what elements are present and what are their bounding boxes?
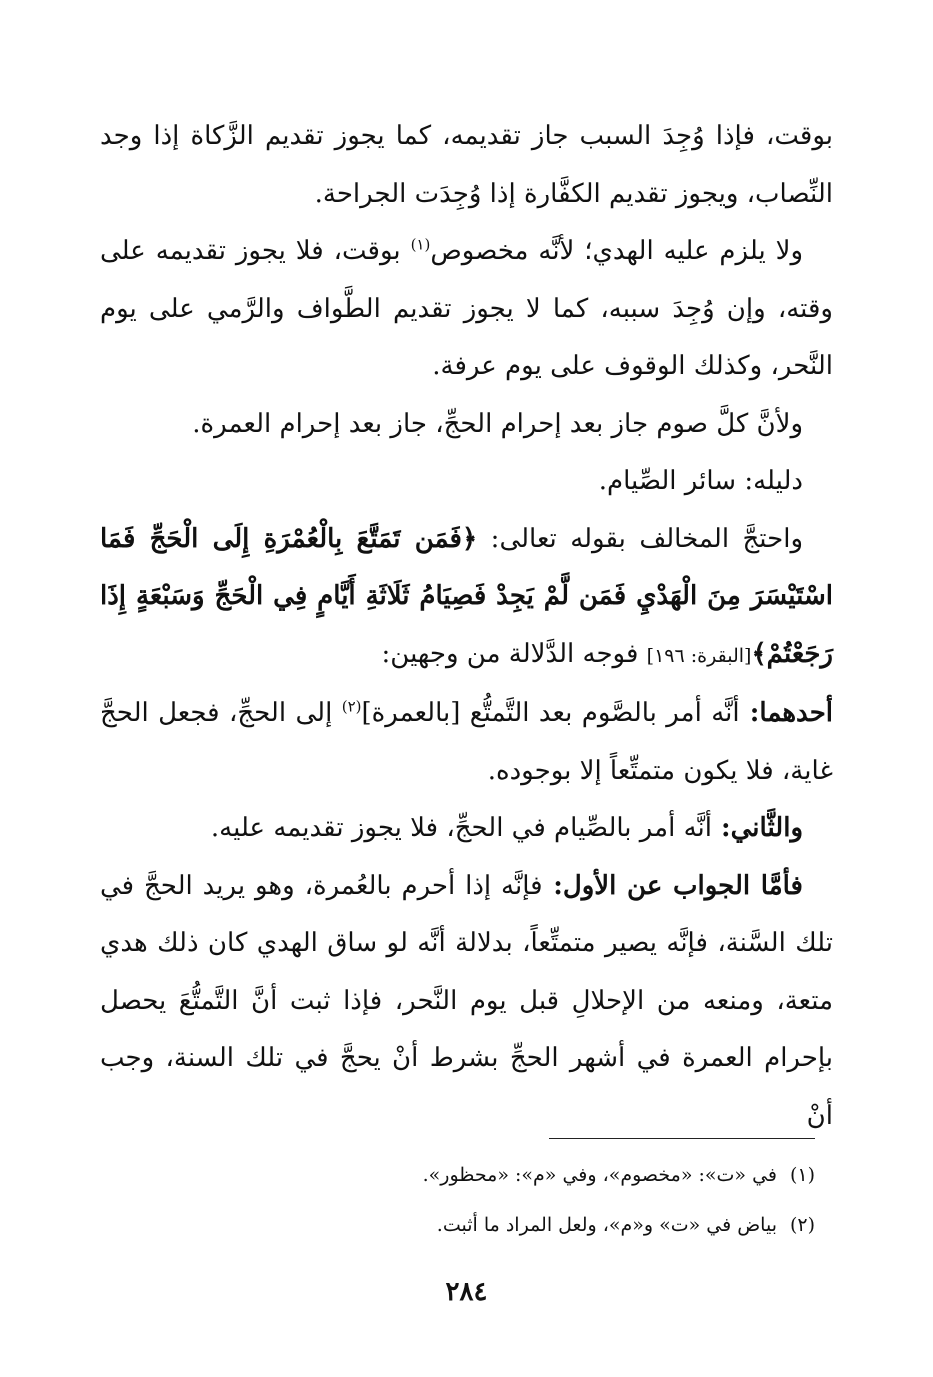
footnote-2-text: بياض في «ت» و«م»، ولعل المراد ما أثبت. [436,1214,777,1236]
paragraph-6-part-b: إلى الحجِّ، فجعل الحجَّ غاية، فلا يكون متمتِّعاً إلا بوجوده. [100,698,833,786]
footnotes [100,1150,815,1250]
paragraph-7 [100,800,833,858]
paragraph-8-part-a: فإنَّه إذا أحرم بالعُمرة، وهو يريد الحجَّ في تلك السَّنة، فإنَّه يصير متمتِّعاً، بدلالة أنَّه لو ساق الهدي كان ذلك هدي متعة، ومنعه من الإحلالِ قبل يوم النَّحر، فإذا ثبت أنَّ التَّمتُّعَ يحصل بإحرام العمرة في أشهر الحجِّ بشرط أنْ يحجَّ في تلك السنة، وجب أنْ [100,870,833,1131]
page-number: ٢٨٤ [445,1277,488,1307]
paragraph-4: دليله: سائر الصِّيام. [598,466,803,496]
footnote-2 [100,1200,815,1250]
paragraph-7-part-a: أنَّه أمر بالصِّيام في الحجِّ، فلا يجوز تقديمه عليه. [210,813,712,843]
footnote-2-number: (٢) [789,1214,815,1236]
main-text [100,108,833,1145]
paragraph-5 [100,511,833,686]
verse-reference: [البقرة: ١٩٦] [646,644,752,667]
paragraph-8-lead: فأمَّا الجواب عن الأول: [542,870,803,901]
paragraph-8 [100,858,833,1146]
paragraph-3: ولأنَّ كلَّ صوم جاز بعد إحرام الحجِّ، جاز بعد إحرام العمرة. [192,408,803,439]
paragraph-7-lead: والثَّاني: [711,813,803,843]
footnote-1-number: (١) [789,1164,815,1186]
footnote-marker-1[interactable]: (١) [410,235,431,254]
paragraph-2 [100,223,833,396]
paragraph-6 [100,685,833,800]
footnote-1 [100,1150,815,1200]
footnote-separator [549,1138,815,1139]
paragraph-2-part-b: بوقت، فلا يجوز تقديمه على وقته، وإن وُجِدَ سببه، كما لا يجوز تقديم الطَّواف والرَّمي على يوم النَّحر، وكذلك الوقوف على يوم عرفة. [100,236,833,381]
footnote-marker-2[interactable]: (٢) [341,697,362,716]
paragraph-1: بوقت، فإذا وُجِدَ السبب جاز تقديمه، كما يجوز تقديم الزَّكاة إذا وجد النِّصاب، ويجوز تقديم الكفَّارة إذا وُجِدَت الجراحة. [100,121,833,209]
paragraph-2-part-a: ولا يلزم عليه الهدي؛ لأنَّه مخصوص [430,236,803,266]
paragraph-5-part-b: فوجه الدَّلالة من وجهين: [381,638,647,669]
paragraph-5-part-a: واحتجَّ المخالف بقوله تعالى: [477,523,803,554]
paragraph-6-part-a: أنَّه أمر بالصَّوم بعد التَّمتُّع [بالعمرة] [361,698,740,728]
quran-verse: ﴿فَمَن تَمَتَّعَ بِالْعُمْرَةِ إِلَى الْحَجِّ فَمَا اسْتَيْسَرَ مِنَ الْهَدْيِ فَمَن لَّمْ يَجِدْ فَصِيَامُ ثَلَاثَةِ أَيَّامٍ فِي الْحَجِّ وَسَبْعَةٍ إِذَا رَجَعْتُمْ﴾ [100,523,833,669]
paragraph-6-lead: أحدهما: [739,698,834,728]
footnote-1-text: في «ت»: «مخصوم»، وفي «م»: «محظور». [422,1164,777,1186]
